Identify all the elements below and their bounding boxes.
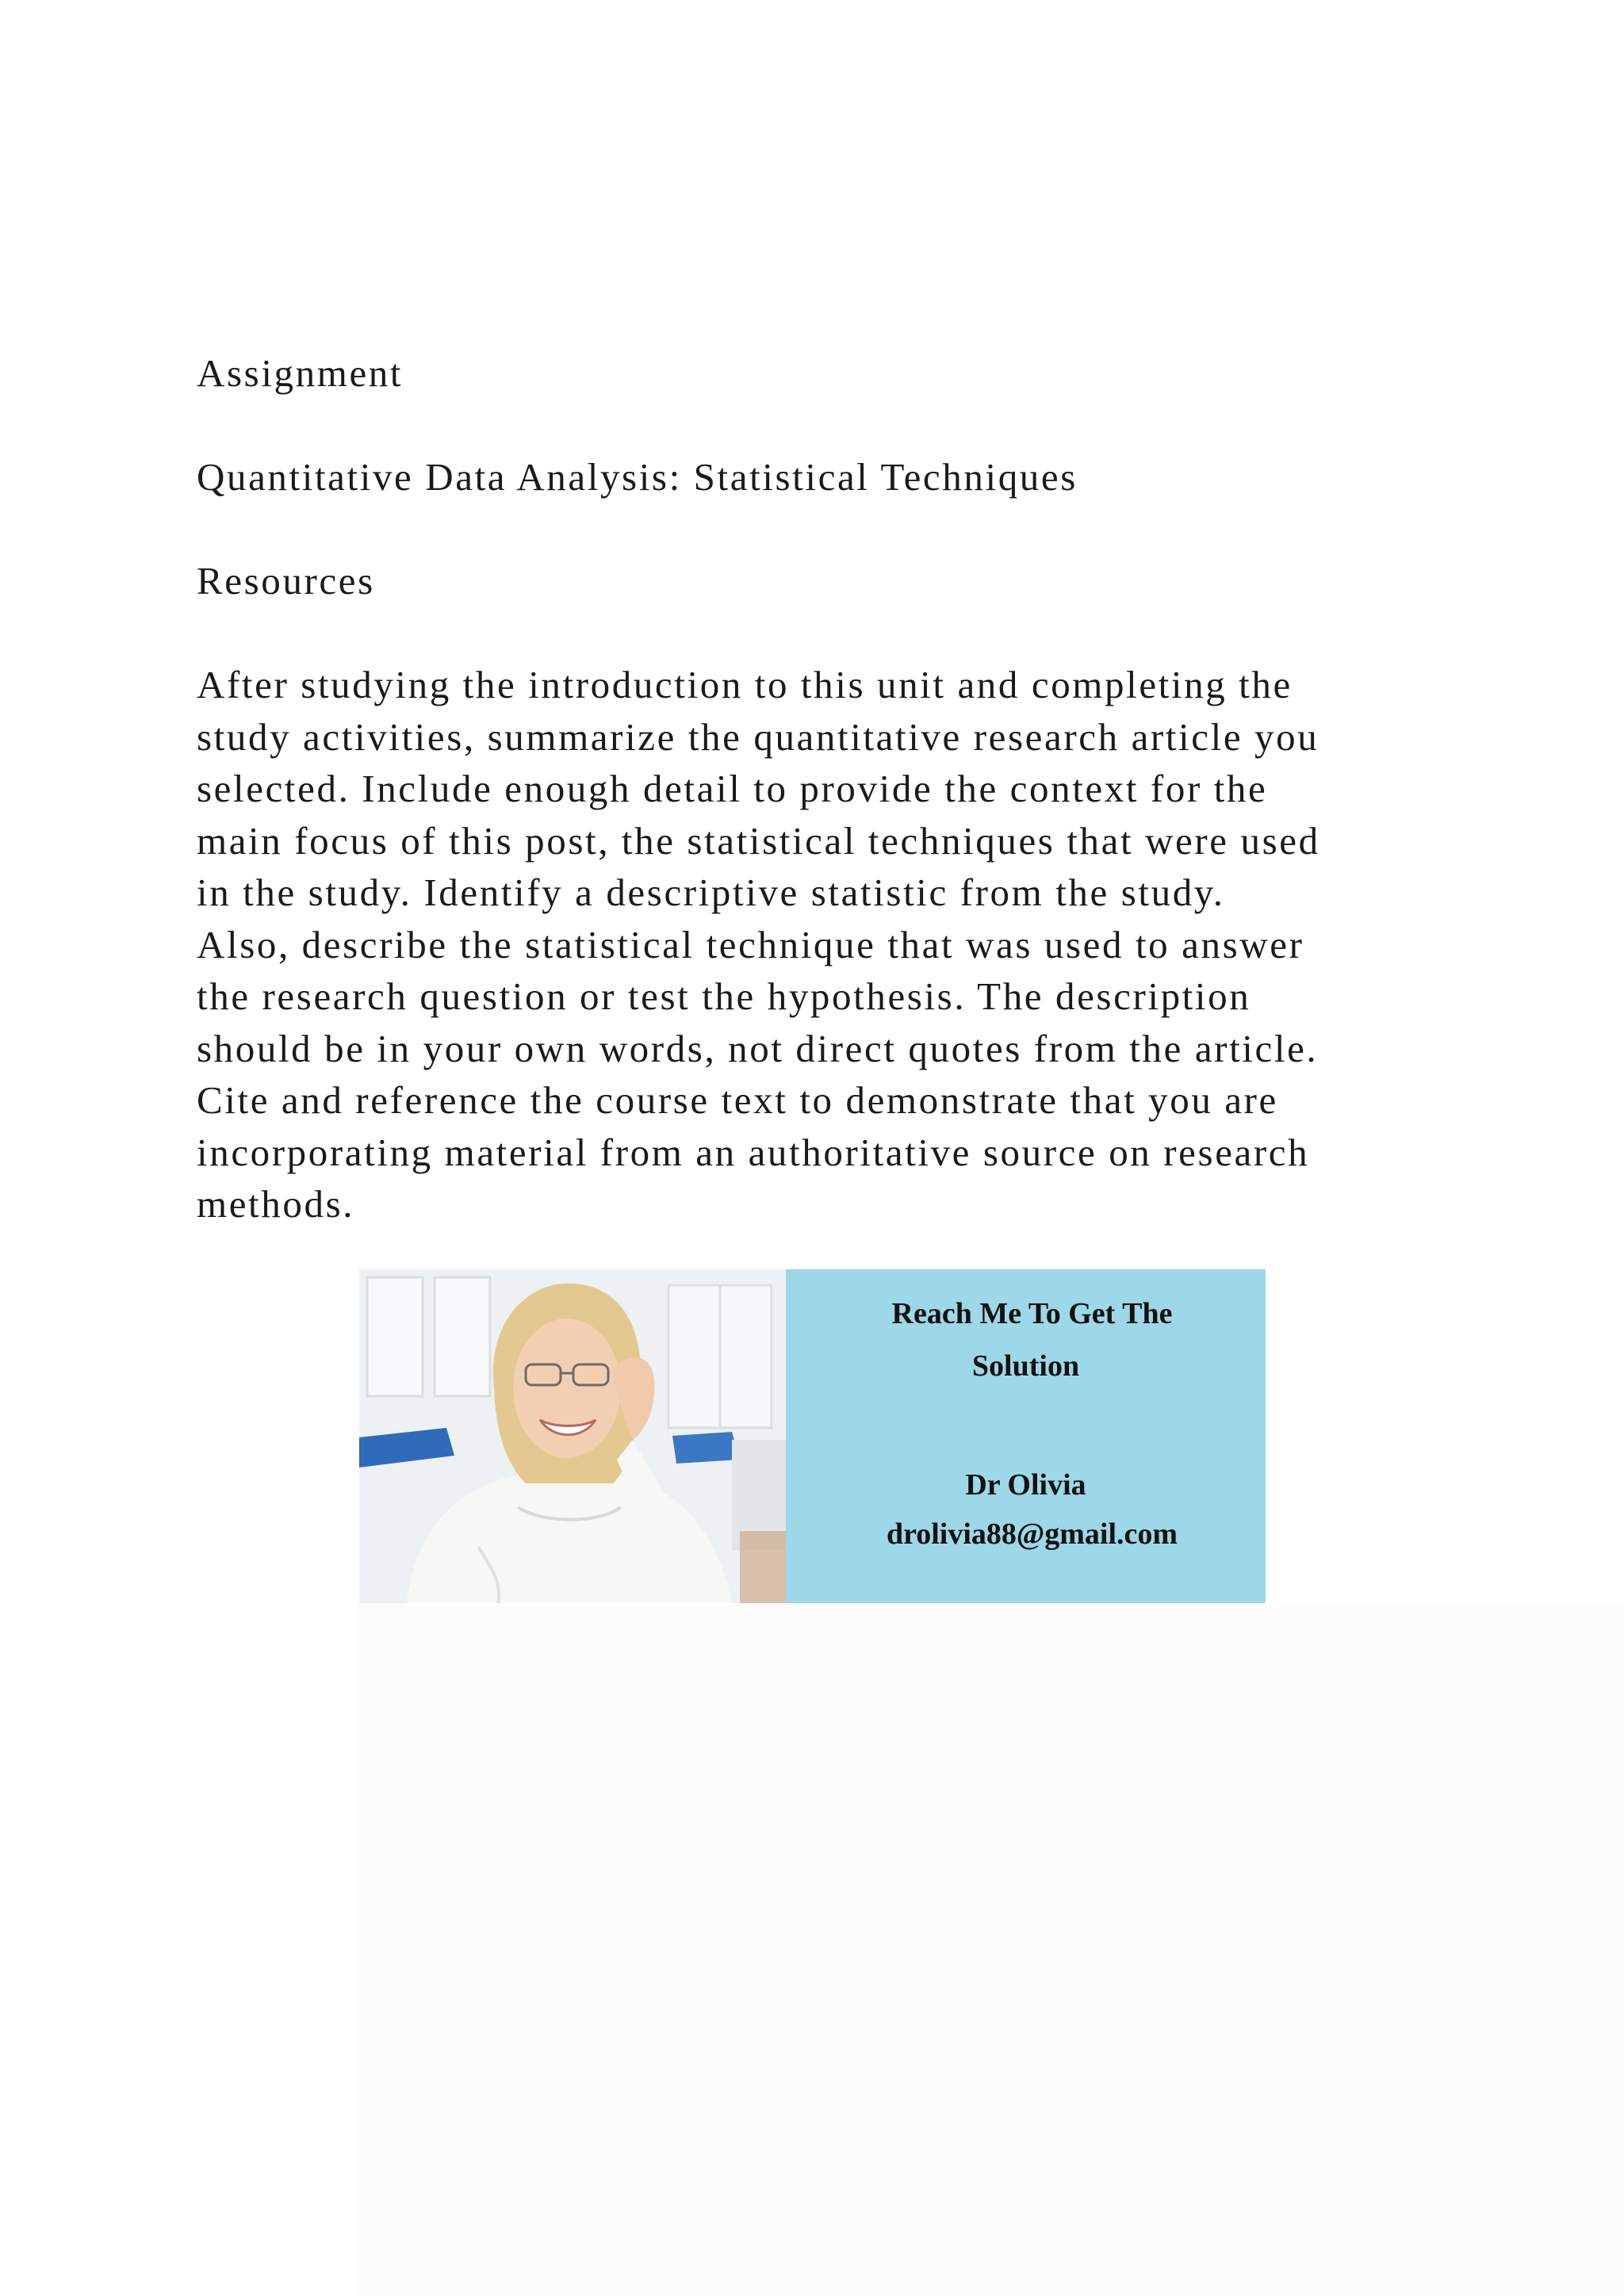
paragraph-line: should be in your own words, not direct quotes from the article. (197, 1026, 1319, 1070)
woman-with-glasses-photo (359, 1269, 786, 1603)
paragraph-line: incorporating material from an authoritative source on research (197, 1130, 1310, 1174)
contact-name: Dr Olivia (965, 1468, 1086, 1502)
document-title: Quantitative Data Analysis: Statistical Techniques (197, 455, 1078, 499)
cta-text-line-1: Reach Me To Get The (891, 1297, 1173, 1330)
paragraph-line: study activities, summarize the quantitative research article you (197, 714, 1320, 759)
paragraph-line: Also, describe the statistical technique that was used to answer (197, 922, 1304, 966)
document-heading: Assignment (197, 351, 404, 395)
paragraph-line: in the study. Identify a descriptive statistic from the study. (197, 871, 1225, 914)
paragraph-line: Cite and reference the course text to demonstrate that you are (197, 1078, 1278, 1122)
assignment-paragraph (197, 659, 1434, 1230)
photo-illustration (359, 1269, 786, 1603)
contact-banner (359, 1269, 1266, 1603)
page-lower-shade (358, 1603, 1624, 2296)
contact-panel (786, 1269, 1266, 1603)
section-heading: Resources (197, 559, 375, 603)
paragraph-line: main focus of this post, the statistical techniques that were used (197, 818, 1320, 863)
paragraph-line: methods. (197, 1182, 355, 1226)
paragraph-line: After studying the introduction to this unit and completing the (197, 663, 1293, 706)
paragraph-line: selected. Include enough detail to provide the context for the (197, 767, 1268, 810)
cta-text-line-2: Solution (971, 1349, 1080, 1383)
contact-email: drolivia88@gmail.com (886, 1517, 1178, 1551)
paragraph-line: the research question or test the hypothesis. The description (197, 974, 1251, 1018)
